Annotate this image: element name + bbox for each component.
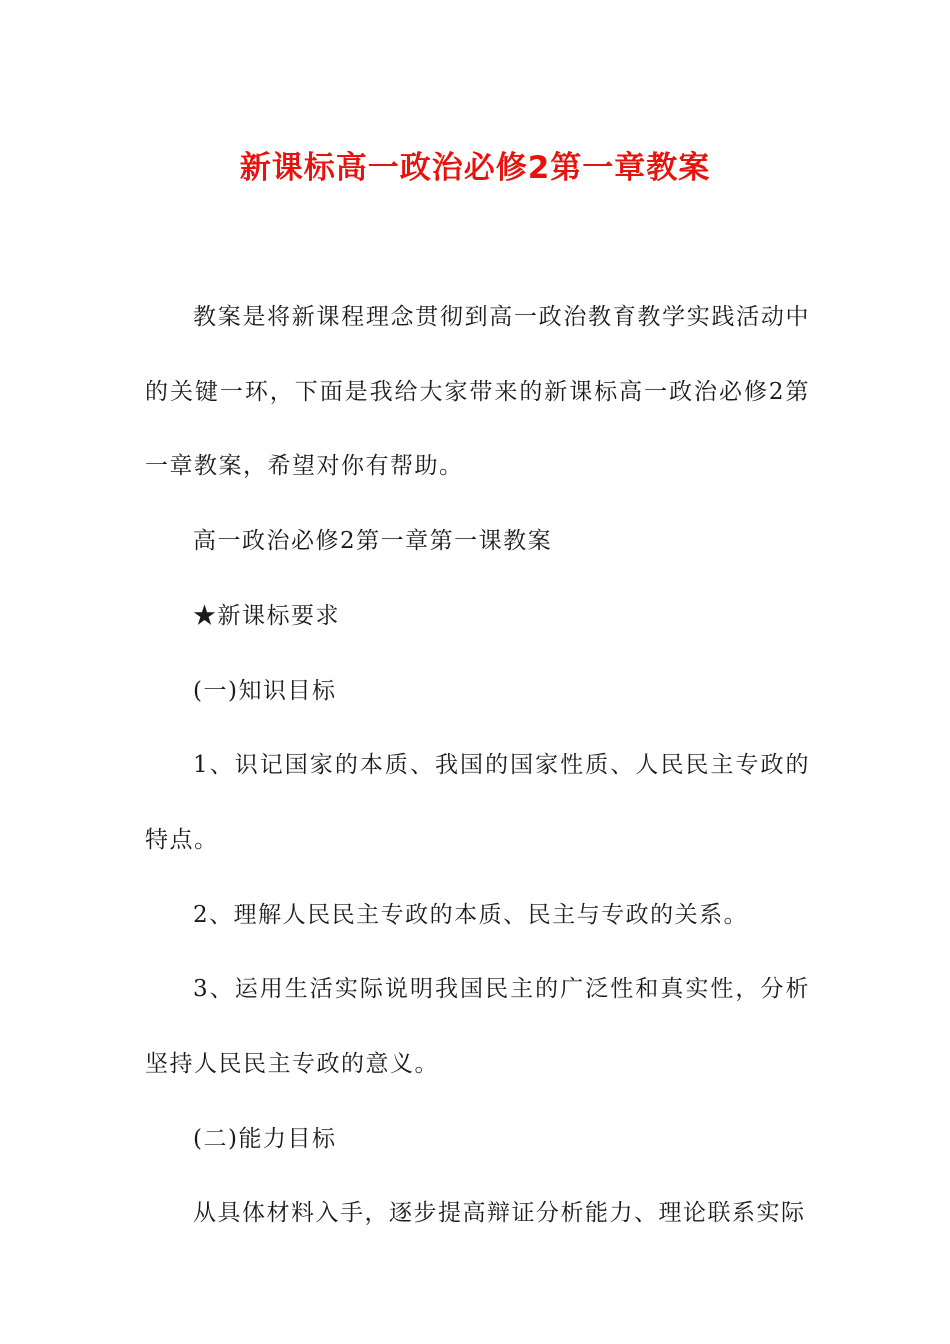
knowledge-goals-heading: (一)知识目标 (193, 677, 337, 704)
knowledge-goal-item: 1、识记国家的本质、我国的国家性质、人民民主专政的特点。 (145, 752, 810, 853)
document-body (145, 280, 810, 1251)
knowledge-goal-item: 2、理解人民民主专政的本质、民主与专政的关系。 (193, 901, 749, 928)
ability-goal-paragraph: 从具体材料入手，逐步提高辩证分析能力、理论联系实际 (193, 1200, 806, 1227)
lesson-heading: 高一政治必修2第一章第一课教案 (193, 528, 553, 555)
knowledge-goal-item: 3、运用生活实际说明我国民主的广泛性和真实性，分析坚持人民民主专政的意义。 (145, 976, 810, 1078)
standards-heading: ★新课标要求 (193, 602, 340, 629)
ability-goals-heading: (二)能力目标 (193, 1125, 337, 1152)
document-title: 新课标高一政治必修2第一章教案 (239, 150, 711, 186)
intro-paragraph: 教案是将新课程理念贯彻到高一政治教育教学实践活动中的关键一环，下面是我给大家带来的新课标高一政治必修2第一章教案，希望对你有帮助。 (145, 304, 810, 480)
